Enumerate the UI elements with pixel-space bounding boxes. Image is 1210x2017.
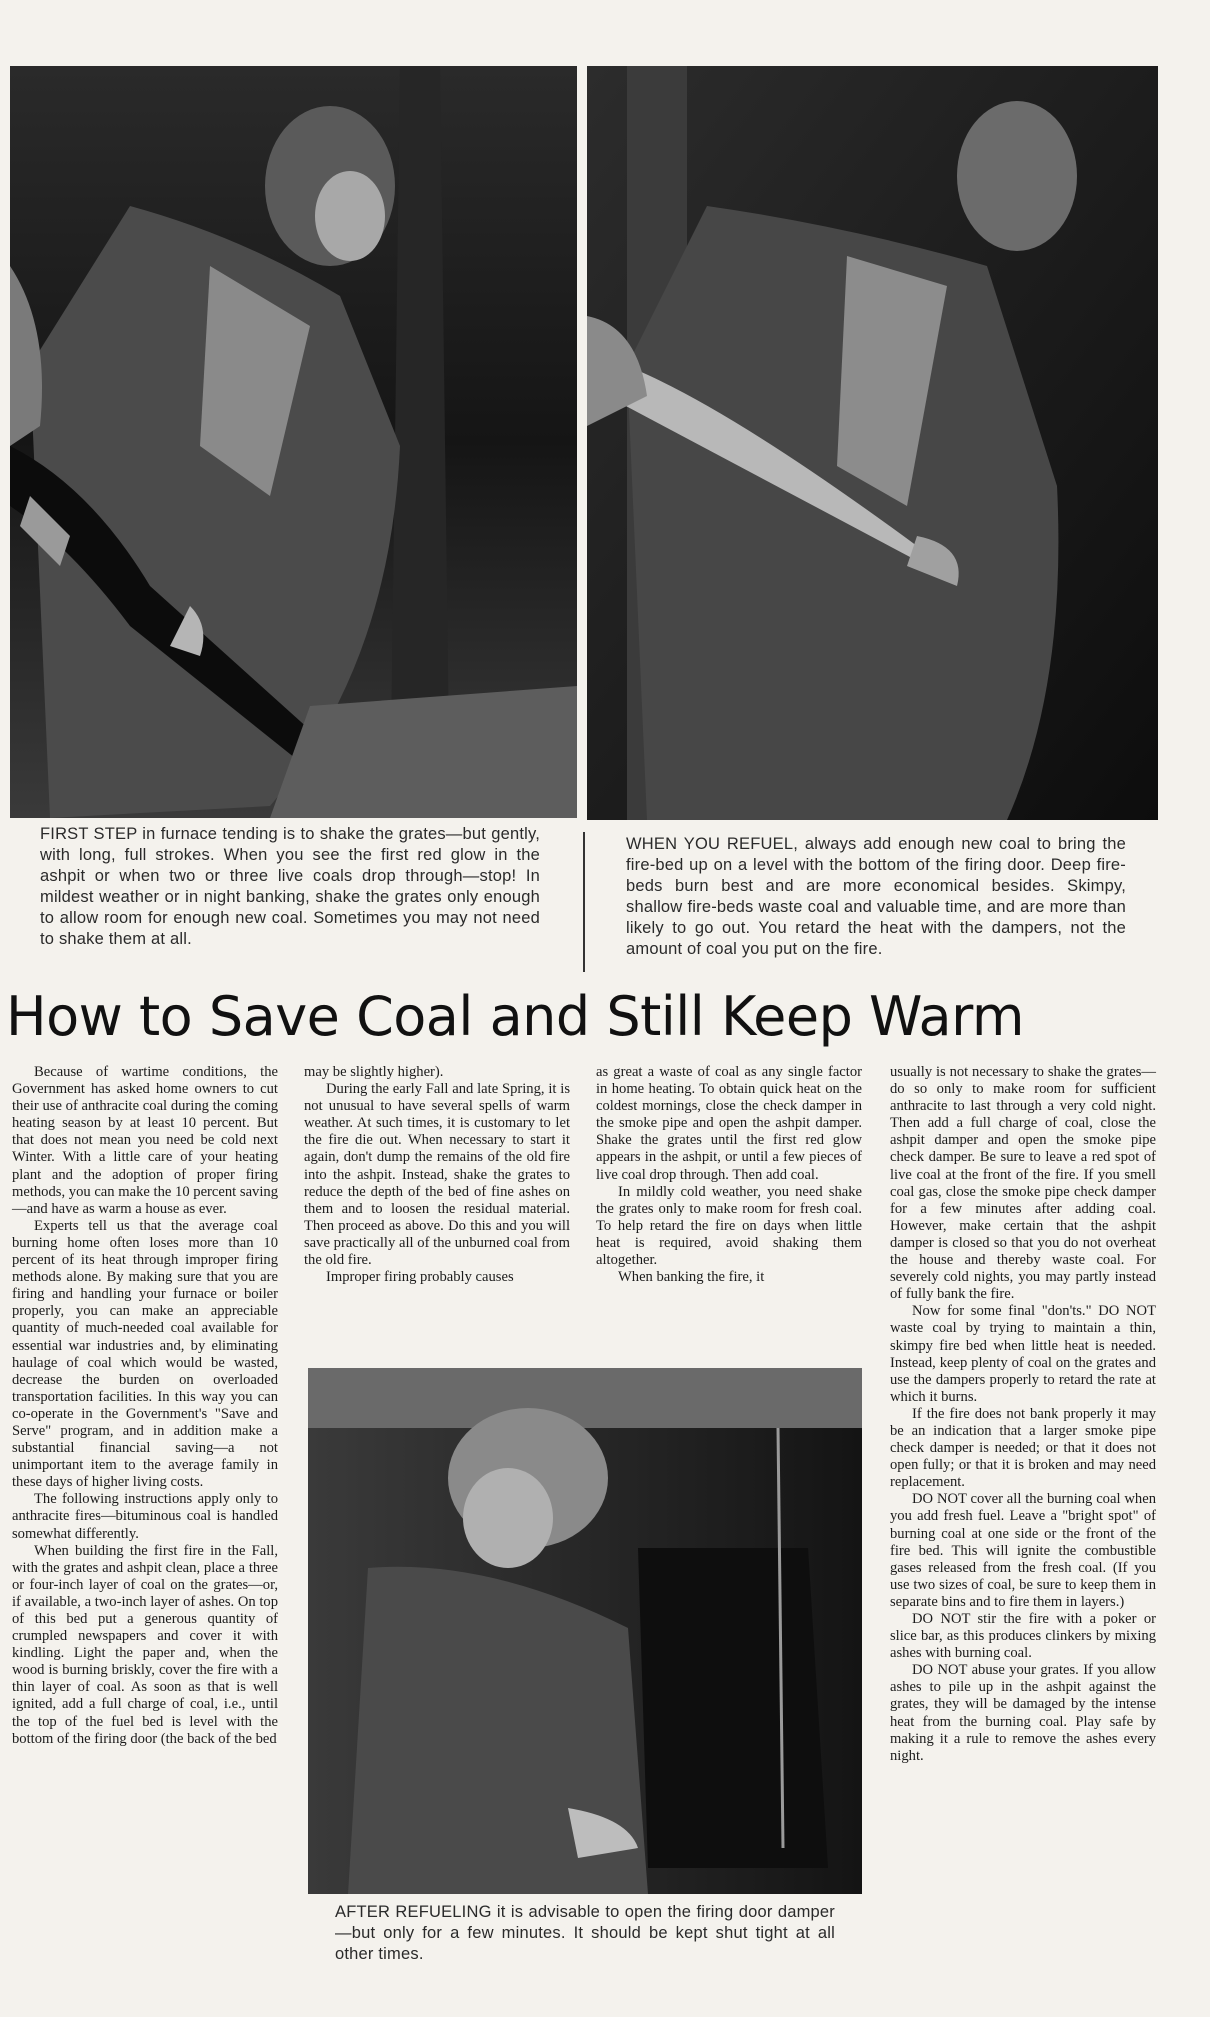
caption-divider — [583, 832, 585, 972]
article-column-4 — [890, 1064, 1156, 1765]
article-column-2 — [304, 1064, 570, 1286]
photo-woman-shaking-grates — [10, 66, 577, 818]
caption-body: always add enough new coal to bring the fire-bed up on a level with the bottom of the firing door. Deep fire-beds burn best and are more economical besides. Skimpy, shallow fire-beds waste coal and valuable time, and are more than likely to go out. You retard the heat with the dampers, not the amount of coal you put on the fire. — [626, 835, 1127, 958]
caption-lead: WHEN YOU REFUEL, — [626, 835, 799, 853]
article-column-3 — [596, 1064, 862, 1286]
paragraph: may be slightly higher). — [304, 1064, 444, 1080]
paragraph: as great a waste of coal as any single factor in home heating. To obtain quick heat on the coldest mornings, close the check damper in the smoke pipe and open the ashpit damper. Shake the grates until the first red glow appears in the ashpit, or until a few pieces of live coal drop through. Then add coal. — [596, 1064, 862, 1183]
paragraph: When building the first fire in the Fall, with the grates and ashpit clean, place a three or four-inch layer of coal on the grates—or, if available, a two-inch layer of ashes. On top of this bed put a generous quantity of crumpled newspapers and cover it with kindling. Light the paper and, when the wood is burning briskly, cover the fire with a thin layer of coal. As soon as that is well ignited, add a full charge of coal, i.e., until the top of the fuel bed is level with the bottom of the firing door (the back of the bed — [12, 1542, 278, 1747]
paragraph: DO NOT abuse your grates. If you allow ashes to pile up in the ashpit against the grates, they will be damaged by the intense heat from the burning coal. Play safe by making it a rule to remove the ashes every night. — [890, 1662, 1156, 1764]
paragraph: Now for some final "don'ts." DO NOT waste coal by trying to maintain a thin, skimpy fire bed when little heat is needed. Instead, keep plenty of coal on the grates and use the dampers properly to retard the rate at which it burns. — [890, 1303, 1156, 1405]
paragraph: The following instructions apply only to anthracite fires—bituminous coal is handled somewhat differently. — [12, 1491, 278, 1542]
caption-body: it is advisable to open the firing door damper—but only for a few minutes. It should be kept shut tight at all other times. — [335, 1903, 835, 1963]
caption-body: in furnace tending is to shake the grates—but gently, with long, full strokes. When you see the first red glow in the ashpit or when two or three live coals drop through—stop! In mildest weather or in night banking, shake the grates only enough to allow room for enough new coal. Sometimes you may not need to shake them at all. — [40, 825, 540, 948]
paragraph: In mildly cold weather, you need shake the grates only to make room for fresh coal. To help retard the fire on days when little heat is required, avoid shaking them altogether. — [596, 1183, 862, 1269]
article-headline: How to Save Coal and Still Keep Warm — [6, 985, 1024, 1048]
paragraph: Improper firing probably causes — [326, 1269, 514, 1286]
caption-after-refueling — [335, 1902, 835, 1965]
caption-lead: AFTER REFUELING — [335, 1903, 492, 1921]
photo-man-at-firing-door — [308, 1368, 862, 1894]
paragraph: Because of wartime conditions, the Government has asked home owners to cut their use of anthracite coal during the coming heating season by at least 10 percent. But that does not mean you need be cold next Winter. With a little care of your heating plant and the adoption of proper firing methods, you can make the 10 percent saving—and have as warm a house as ever. — [12, 1064, 278, 1217]
paragraph: DO NOT stir the fire with a poker or slice bar, as this produces clinkers by mixing ashes with burning coal. — [890, 1611, 1156, 1662]
paragraph: If the fire does not bank properly it may be an indication that a larger smoke pipe check damper is needed; or that it does not open fully; or that it is broken and may need replacement. — [890, 1405, 1156, 1491]
article-column-1 — [12, 1064, 278, 1748]
caption-first-step — [40, 824, 540, 950]
paragraph: usually is not necessary to shake the grates—do so only to make room for sufficient anthracite to last through a very cold night. Then add a full charge of coal, close the ashpit damper and open the smoke pipe check damper. Be sure to leave a red spot of live coal at the front of the fire. If you smell coal gas, close the smoke pipe check damper for a few minutes after adding coal. However, make certain that the ashpit damper is closed so that you do not overheat the house and thereby waste coal. For severely cold nights, you may partly instead of fully bank the fire. — [890, 1064, 1156, 1303]
caption-lead: FIRST STEP — [40, 825, 138, 843]
paragraph: When banking the fire, it — [618, 1269, 765, 1286]
caption-when-you-refuel — [626, 834, 1126, 960]
paragraph: Experts tell us that the average coal burning home often loses more than 10 percent of its heat through improper firing methods alone. By making sure that you are firing and handling your furnace or boiler properly, you can make an appreciable quantity of much-needed coal available for essential war industries and, by eliminating haulage of coal which would be wasted, decrease the burden on overloaded transportation facilities. In this way you can co-operate in the Government's "Save and Serve" program, and in addition make a substantial financial saving—a not unimportant item to the average family in these days of higher living costs. — [12, 1217, 278, 1491]
paragraph: DO NOT cover all the burning coal when you add fresh fuel. Leave a "bright spot" of burning coal at one side or the front of the fire bed. This will ignite the combustible gases released from the fresh coal. (If you use two sizes of coal, be sure to keep them in separate bins and to fire them in layers.) — [890, 1491, 1156, 1610]
photo-man-shoveling-coal — [587, 66, 1158, 820]
paragraph: During the early Fall and late Spring, it is not unusual to have several spells of warm weather. At such times, it is customary to let the fire die out. When necessary to start it again, don't dump the remains of the old fire into the ashpit. Instead, shake the grates to reduce the depth of the bed of fine ashes on them and to loosen the residual material. Then proceed as above. Do this and you will save practically all of the unburned coal from the old fire. — [304, 1081, 570, 1269]
